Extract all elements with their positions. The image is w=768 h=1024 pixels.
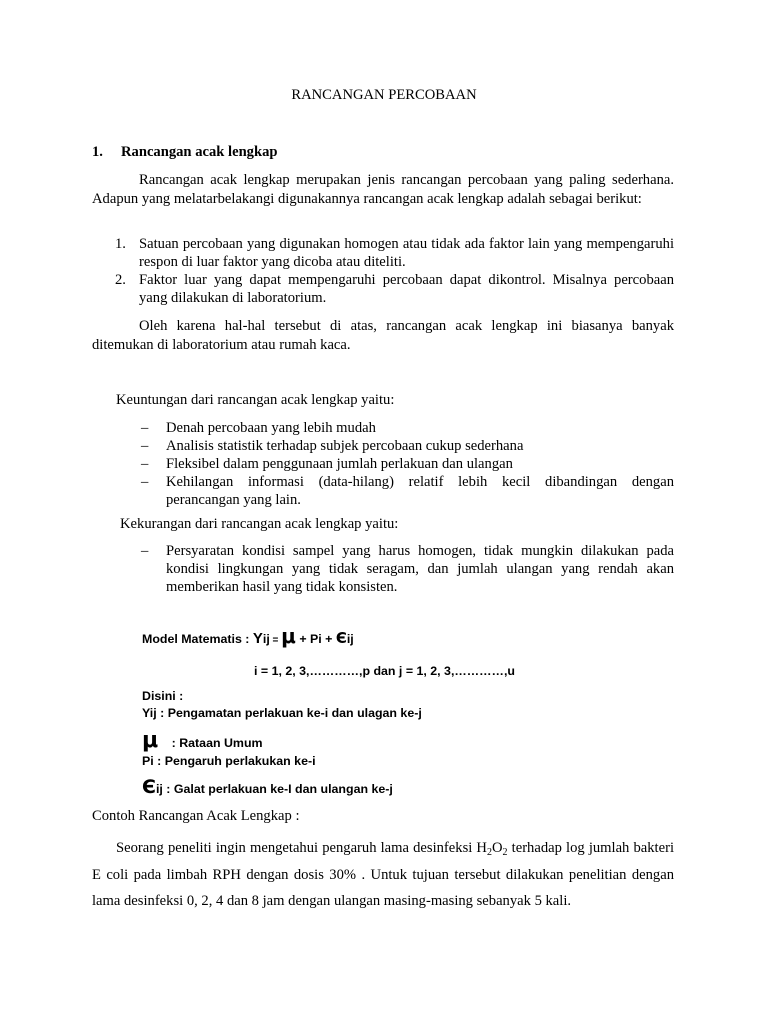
- list-item: [115, 235, 674, 271]
- yij-definition: Yij : Pengamatan perlakuan ke-i dan ulagan ke-j: [142, 706, 422, 720]
- example-heading: Contoh Rancangan Acak Lengkap :: [92, 808, 300, 824]
- model-equals: =: [269, 635, 282, 646]
- model-ij: ij: [262, 632, 270, 646]
- intro-paragraph: Rancangan acak lengkap merupakan jenis rancangan percobaan yang paling sederhana. Adapun yang melatarbelakangi digunakannya rancangan acak lengkap adalah sebagai berikut:: [92, 172, 674, 207]
- dash-bullet: –: [141, 543, 149, 559]
- list-item: [141, 542, 674, 596]
- example-paragraph: [92, 835, 674, 915]
- list-number: 2.: [115, 272, 126, 288]
- list-text: Fleksibel dalam penggunaan jumlah perlakuan dan ulangan: [166, 456, 513, 472]
- dash-bullet: –: [141, 438, 149, 454]
- section-number: 1.: [92, 144, 103, 160]
- model-formula: [142, 624, 354, 648]
- list-text: Persyaratan kondisi sampel yang harus homogen, tidak mungkin dilakukan pada kondisi lingkungan yang tidak seragam, dan jumlah ulangan yang rendah akan memberikan hasil yang tidak konsisten.: [166, 543, 674, 595]
- model-ij-2: ij: [346, 632, 354, 646]
- dash-bullet: –: [141, 474, 149, 490]
- list-item: [141, 419, 674, 437]
- list-text: Faktor luar yang dapat mempengaruhi percobaan dapat dikontrol. Misalnya percobaan yang dilakukan di laboratorium.: [139, 272, 674, 306]
- pi-definition: Pi : Pengaruh perlakukan ke-i: [142, 754, 316, 768]
- advantages-list: [141, 419, 674, 509]
- advantages-heading: Keuntungan dari rancangan acak lengkap yaitu:: [116, 392, 395, 408]
- page-title: RANCANGAN PERCOBAAN: [291, 87, 477, 103]
- model-plus-pi: + Pi +: [295, 632, 336, 646]
- list-number: 1.: [115, 236, 126, 252]
- list-text: Analisis statistik terhadap subjek percobaan cukup sederhana: [166, 438, 524, 454]
- example-oxygen: O: [491, 840, 503, 856]
- reasons-list: [115, 235, 674, 307]
- epsilon-symbol: Є: [142, 776, 156, 798]
- model-indices: i = 1, 2, 3,…………,p dan j = 1, 2, 3,…………,u: [254, 664, 515, 678]
- list-text: Satuan percobaan yang digunakan homogen atau tidak ada faktor lain yang mempengaruhi respon di luar faktor yang dicoba atau diteliti.: [139, 236, 674, 270]
- dash-bullet: –: [141, 456, 149, 472]
- list-item: [115, 271, 674, 307]
- example-text-after: terhadap log jumlah bakteri E coli pada limbah RPH dengan dosis 30% . Untuk tujuan tersebut dilakukan penelitian dengan lama desinfeksi 0, 2, 4 dan 8 jam dengan ulangan masing-masing sebanyak 5 kali.: [92, 840, 674, 909]
- conclusion-paragraph: Oleh karena hal-hal tersebut di atas, rancangan acak lengkap ini biasanya banyak ditemukan di laboratorium atau rumah kaca.: [92, 318, 674, 353]
- subscript-2: 2: [502, 847, 508, 858]
- model-y: Y: [252, 630, 263, 647]
- dash-bullet: –: [141, 420, 149, 436]
- list-item: [141, 437, 674, 455]
- mu-definition-row: [142, 728, 263, 753]
- list-text: Denah percobaan yang lebih mudah: [166, 420, 376, 436]
- section-heading: Rancangan acak lengkap: [121, 144, 278, 160]
- disini-label: Disini :: [142, 689, 184, 703]
- list-text: Kehilangan informasi (data-hilang) relatif lebih kecil dibandingan dengan perancangan yang lain.: [166, 474, 674, 508]
- mu-definition: : Rataan Umum: [168, 736, 263, 750]
- mu-symbol: μ: [281, 624, 296, 648]
- epsilon-sub: ij: [155, 782, 163, 796]
- epsilon-definition: : Galat perlakuan ke-I dan ulangan ke-j: [162, 782, 393, 796]
- list-item: [141, 473, 674, 509]
- epsilon-symbol: Є: [335, 629, 347, 647]
- disadvantages-heading: Kekurangan dari rancangan acak lengkap yaitu:: [120, 516, 399, 532]
- mu-symbol: μ: [142, 728, 159, 753]
- epsilon-definition-row: [142, 776, 393, 798]
- model-label: Model Matematis :: [142, 632, 253, 646]
- subscript-2: 2: [486, 847, 492, 858]
- example-text-before: Seorang peneliti ingin mengetahui pengaruh lama desinfeksi H: [116, 840, 487, 856]
- disadvantages-list: [141, 542, 674, 596]
- list-item: [141, 455, 674, 473]
